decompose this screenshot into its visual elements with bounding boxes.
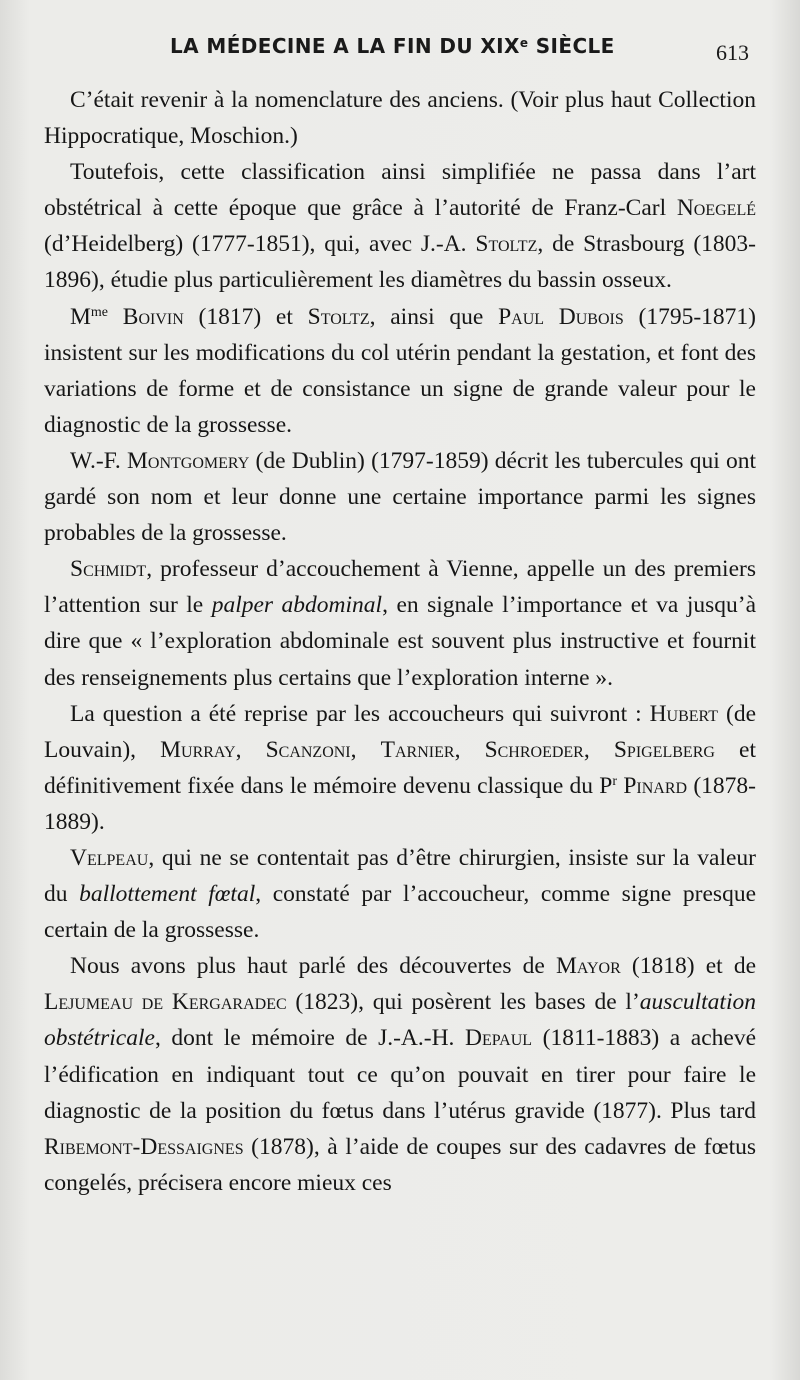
text-run: (1818) et de	[620, 953, 756, 980]
small-caps-name: Montgomery	[127, 447, 250, 474]
small-caps-name: Velpeau	[70, 844, 149, 871]
text-run: (1811-1883) a achevé l’édification en indiquant tout ce qu’on pouvait en tirer pour faire le diagnostic de la position du fœtus dans l’utérus gravide (1877). Plus tard	[44, 1025, 756, 1124]
text-run: , professeur d’accouchement à Vienne, appelle un des premiers l’attention sur le	[44, 556, 756, 619]
small-caps-name: Pinard	[623, 772, 688, 799]
text-run: C’était revenir à la nomenclature des anciens. (Voir plus haut Collection Hippocratique, Moschion.)	[44, 87, 756, 150]
header-title-main: LA MÉDECINE A LA FIN DU XIX	[170, 34, 520, 58]
text-run: W.-F.	[70, 447, 128, 474]
text-run: , constaté par l’accoucheur, comme signe presque certain de la grossesse.	[44, 881, 756, 944]
paragraph	[44, 948, 756, 1201]
text-run: (de Louvain),	[44, 700, 756, 763]
text-run: (de Dublin) (1797-1859) décrit les tubercules qui ont gardé son nom et leur donne une certaine importance parmi les signes probables de la grossesse.	[44, 447, 756, 547]
small-caps-name: Murray	[160, 736, 236, 763]
header-title-end: SIÈCLE	[528, 34, 615, 58]
small-caps-name: Scanzoni	[265, 736, 351, 763]
small-caps-name: Spigelberg	[613, 736, 715, 763]
paragraph	[44, 443, 756, 551]
paragraph	[44, 154, 756, 298]
paragraph	[44, 840, 756, 948]
small-caps-name: Schroeder	[484, 736, 584, 763]
page-number: 613	[716, 40, 749, 65]
text-run: ,	[583, 736, 614, 763]
text-run: , de Strasbourg (1803-1896), étudie plus particulièrement les diamètres du bassin osseux.	[44, 231, 756, 294]
paragraph	[44, 82, 756, 154]
small-caps-name: Stoltz	[307, 303, 370, 330]
superscript: me	[90, 304, 109, 320]
text-run: , en signale l’importance et va jusqu’à dire que « l’exploration abdominale est souvent plus instructive et fournit des renseignements plus certains que l’exploration interne ».	[44, 592, 756, 691]
body-text	[44, 82, 756, 1201]
paragraph	[44, 551, 756, 695]
text-run: (d’Heidelberg) (1777-1851), qui, avec J.-A.	[44, 231, 476, 258]
text-run: Nous avons plus haut parlé des découvertes de	[70, 953, 556, 980]
small-caps-name: Noegelé	[676, 195, 756, 222]
header-title-superscript: e	[519, 36, 529, 50]
text-run: ,	[350, 736, 381, 763]
small-caps-name: Boivin	[122, 303, 184, 330]
small-caps-name: Tarnier	[380, 736, 455, 763]
text-run: ,	[454, 736, 485, 763]
text-run: Toutefois, cette classification ainsi simplifiée ne passa dans l’art obstétrical à cette époque que grâce à l’autorité de Franz-Carl	[44, 159, 756, 222]
italic-term: ballottement fœtal	[79, 881, 256, 908]
text-run	[108, 304, 123, 330]
italic-term: auscultation obstétricale	[44, 989, 756, 1052]
text-run: (1878), à l’aide de coupes sur des cadavres de fœtus congelés, précisera encore mieux ces	[44, 1133, 756, 1196]
text-run: (1823), qui posèrent les bases de l’	[286, 989, 640, 1016]
small-caps-name: Depaul	[465, 1025, 533, 1052]
text-run: La question a été reprise par les accoucheurs qui suivront :	[70, 700, 650, 727]
running-header	[170, 34, 630, 58]
italic-term: palper abdominal	[211, 592, 383, 619]
text-run: et définitivement fixée dans le mémoire devenu classique du P	[44, 736, 757, 799]
text-run: ,	[235, 736, 266, 763]
small-caps-name: Stoltz	[475, 231, 538, 258]
small-caps-name: Paul Dubois	[498, 303, 624, 330]
text-run: (1878-1889).	[44, 772, 756, 835]
small-caps-name: Hubert	[649, 700, 719, 727]
small-caps-name: Lejumeau de Kergaradec	[44, 989, 287, 1016]
superscript: r	[612, 773, 618, 789]
text-run: M	[70, 303, 91, 330]
small-caps-name: Ribemont-Dessaignes	[44, 1133, 244, 1160]
text-run: , dont le mémoire de J.-A.-H.	[154, 1025, 465, 1052]
text-run: (1795-1871) insistent sur les modifications du col utérin pendant la gestation, et font des variations de forme et de consistance un signe de grande valeur pour le diagnostic de la grossesse.	[44, 303, 756, 438]
paragraph	[44, 696, 756, 840]
small-caps-name: Schmidt	[70, 556, 147, 583]
paragraph	[44, 299, 756, 443]
text-run: (1817) et	[183, 303, 308, 330]
text-run: , qui ne se contentait pas d’être chirurgien, insiste sur la valeur du	[44, 844, 756, 908]
small-caps-name: Mayor	[555, 953, 621, 980]
text-run: , ainsi que	[369, 303, 499, 330]
